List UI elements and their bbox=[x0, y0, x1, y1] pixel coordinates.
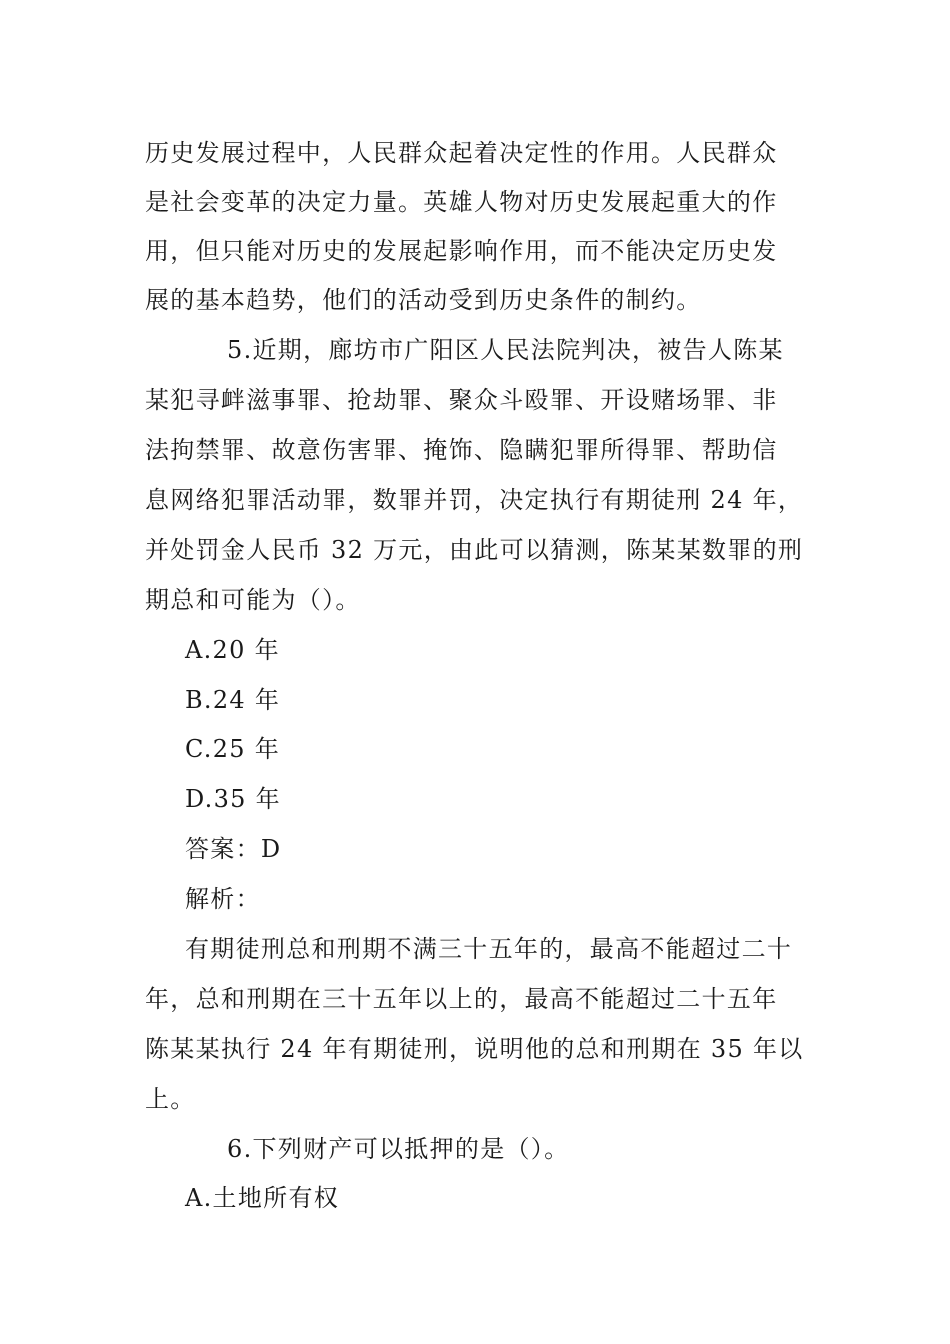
question5-analysis-label: 解析： bbox=[185, 885, 261, 913]
question5-stem-line: 息网络犯罪活动罪，数罪并罚，决定执行有期徒刑 24 年， bbox=[145, 486, 804, 514]
question5-analysis-line: 年，总和刑期在三十五年以上的，最高不能超过二十五年 bbox=[145, 985, 778, 1013]
question6-stem: 6.下列财产可以抵押的是（）。 bbox=[227, 1135, 570, 1163]
question5-option-b: B.24 年 bbox=[185, 686, 281, 714]
question5-option-a: A.20 年 bbox=[185, 636, 280, 664]
question5-analysis-line: 陈某某执行 24 年有期徒刑，说明他的总和刑期在 35 年以 bbox=[145, 1035, 804, 1063]
question5-stem-line: 并处罚金人民币 32 万元，由此可以猜测，陈某某数罪的刑 bbox=[145, 536, 804, 564]
intro-line: 历史发展过程中，人民群众起着决定性的作用。人民群众 bbox=[145, 139, 778, 167]
question5-analysis-line: 有期徒刑总和刑期不满三十五年的，最高不能超过二十 bbox=[185, 935, 793, 963]
intro-line: 是社会变革的决定力量。英雄人物对历史发展起重大的作 bbox=[145, 188, 778, 216]
question5-option-d: D.35 年 bbox=[185, 785, 281, 813]
question5-option-c: C.25 年 bbox=[185, 735, 281, 763]
question5-analysis-line: 上。 bbox=[145, 1085, 196, 1113]
question5-stem-line: 期总和可能为（）。 bbox=[145, 586, 361, 614]
question6-option-a: A.土地所有权 bbox=[185, 1184, 340, 1212]
question5-stem-line: 法拘禁罪、故意伤害罪、掩饰、隐瞒犯罪所得罪、帮助信 bbox=[145, 436, 778, 464]
intro-line: 展的基本趋势，他们的活动受到历史条件的制约。 bbox=[145, 286, 702, 314]
intro-line: 用，但只能对历史的发展起影响作用，而不能决定历史发 bbox=[145, 237, 778, 265]
question5-stem-line: 某犯寻衅滋事罪、抢劫罪、聚众斗殴罪、开设赌场罪、非 bbox=[145, 386, 778, 414]
question5-stem-line: 5.近期，廊坊市广阳区人民法院判决，被告人陈某 bbox=[227, 336, 784, 364]
question5-answer: 答案：D bbox=[185, 835, 282, 863]
